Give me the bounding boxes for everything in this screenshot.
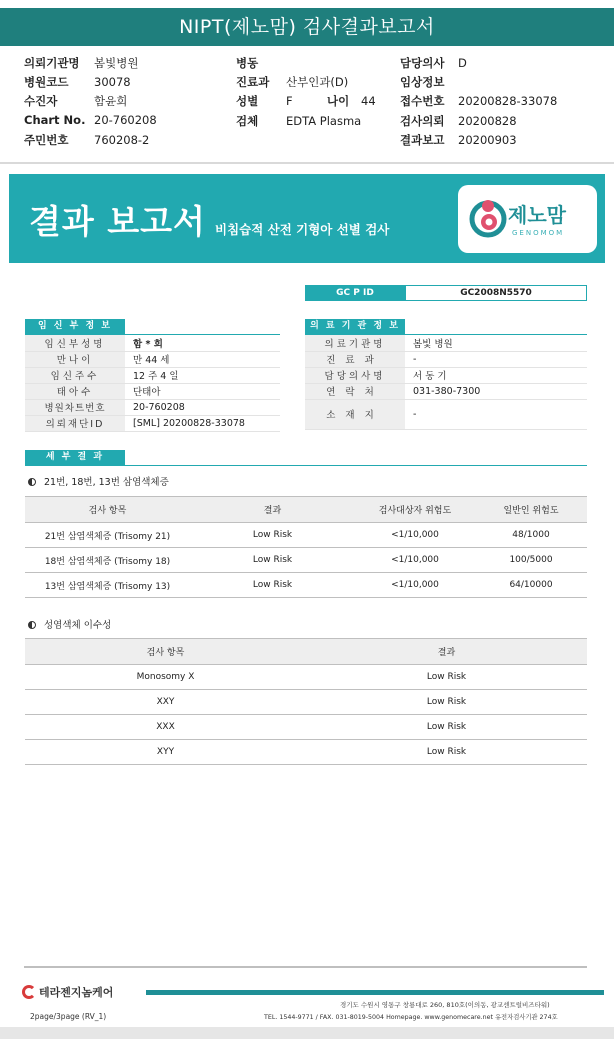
- table-row: 임신주수 12 주 4 일: [25, 367, 280, 383]
- page-indicator: 2page/3page (RV_1): [30, 1012, 107, 1021]
- footer-accent-bar: [146, 990, 604, 995]
- detail-section-rule: [25, 465, 587, 466]
- table-row: XYY Low Risk: [25, 740, 587, 765]
- table-row: Monosomy X Low Risk: [25, 665, 587, 690]
- info-resident-no: 주민번호 760208-2: [24, 133, 150, 147]
- half-circle-icon: [28, 621, 36, 629]
- info-chart-no: Chart No. 20-760208: [24, 113, 157, 127]
- mother-baby-icon: [468, 197, 508, 241]
- banner-title: 결과 보고서: [29, 202, 206, 241]
- info-receipt-no: 접수번호 20200828-33078: [400, 94, 558, 108]
- detail-section-tab: 세 부 결 과: [25, 450, 125, 465]
- info-ward: 병동: [236, 56, 259, 70]
- info-hospital-code: 병원코드 30078: [24, 75, 131, 89]
- table-row: XXY Low Risk: [25, 690, 587, 715]
- sex-chromosome-results-table: [25, 638, 587, 765]
- sex-chromosome-heading: 성염색체 이수성: [28, 617, 111, 631]
- header-divider: [0, 162, 614, 164]
- patient-info-table: [25, 335, 280, 432]
- report-title: NIPT(제노맘) 검사결과보고서: [0, 8, 614, 46]
- info-doctor: 담당의사 D: [400, 56, 467, 70]
- patient-section-tab: 임 신 부 정 보: [25, 319, 125, 334]
- table-row: 18번 삼염색체증 (Trisomy 18) Low Risk <1/10,000 100/5000: [25, 548, 587, 573]
- info-report-date: 결과보고 20200903: [400, 133, 517, 147]
- table-row: 13번 삼염색체증 (Trisomy 13) Low Risk <1/10,000 64/10000: [25, 573, 587, 598]
- info-age: 나이 44: [327, 94, 376, 108]
- table-row: 병원차트번호 20-760208: [25, 399, 280, 415]
- gcpid-label: GC P ID: [305, 285, 405, 301]
- table-row: 의료기관명 봄빛 병원: [305, 335, 587, 351]
- table-row: 진료과 -: [305, 351, 587, 367]
- table-row: 태아수 단태아: [25, 383, 280, 399]
- trisomy-heading: 21번, 18번, 13번 삼염색체증: [28, 474, 169, 488]
- trisomy-results-table: [25, 496, 587, 598]
- table-row: 임신부성명 함 * 희: [25, 335, 280, 351]
- company-address: 경기도 수원시 영통구 창룡대로 260, 810호(이의동, 광교센트럴비즈타워): [340, 1001, 550, 1009]
- banner-subtitle: 비침습적 산전 기형아 선별 검사: [215, 222, 390, 237]
- table-row: 담당의사명 서 동 기: [305, 367, 587, 383]
- table-row: 소재지 -: [305, 399, 587, 429]
- genomom-logo: [458, 185, 597, 253]
- company-logo: 테라젠지놈케어: [22, 984, 113, 1000]
- info-clinical: 임상정보: [400, 75, 445, 89]
- table-header-row: 검사 항목 결과: [25, 639, 587, 665]
- table-row: 연락처 031-380-7300: [305, 383, 587, 399]
- info-request-date: 검사의뢰 20200828: [400, 114, 517, 128]
- table-row: 만나이 만 44 세: [25, 351, 280, 367]
- institution-section-tab: 의 료 기 관 정 보: [305, 319, 405, 334]
- half-circle-icon: [28, 478, 36, 486]
- info-patient: 수진자 함윤희: [24, 94, 128, 108]
- company-contact: TEL. 1544-9771 / FAX. 031-8019-5004 Homepage. www.genomecare.net 유전자검사기관 274호: [264, 1014, 558, 1021]
- logo-subtext: GENOMOM: [512, 229, 565, 237]
- bottom-strip: [0, 1027, 614, 1039]
- info-sex: 성별 F: [236, 94, 293, 108]
- table-header-row: 검사 항목 결과 검사대상자 위험도 일반인 위험도: [25, 497, 587, 523]
- report-banner: [9, 174, 605, 263]
- footer-divider: [24, 966, 587, 968]
- logo-text: 제노맘: [508, 203, 566, 227]
- table-row: XXX Low Risk: [25, 715, 587, 740]
- info-hospital-name: 의뢰기관명 봄빛병원: [24, 56, 139, 70]
- table-row: 21번 삼염색체증 (Trisomy 21) Low Risk <1/10,000 48/1000: [25, 523, 587, 548]
- table-row: 의뢰재단ID [SML] 20200828-33078: [25, 415, 280, 431]
- info-specimen: 검체 EDTA Plasma: [236, 114, 362, 128]
- info-department: 진료과 산부인과(D): [236, 75, 349, 89]
- company-g-icon: [22, 985, 36, 999]
- institution-info-table: [305, 335, 587, 430]
- gcpid-value: GC2008N5570: [405, 285, 587, 301]
